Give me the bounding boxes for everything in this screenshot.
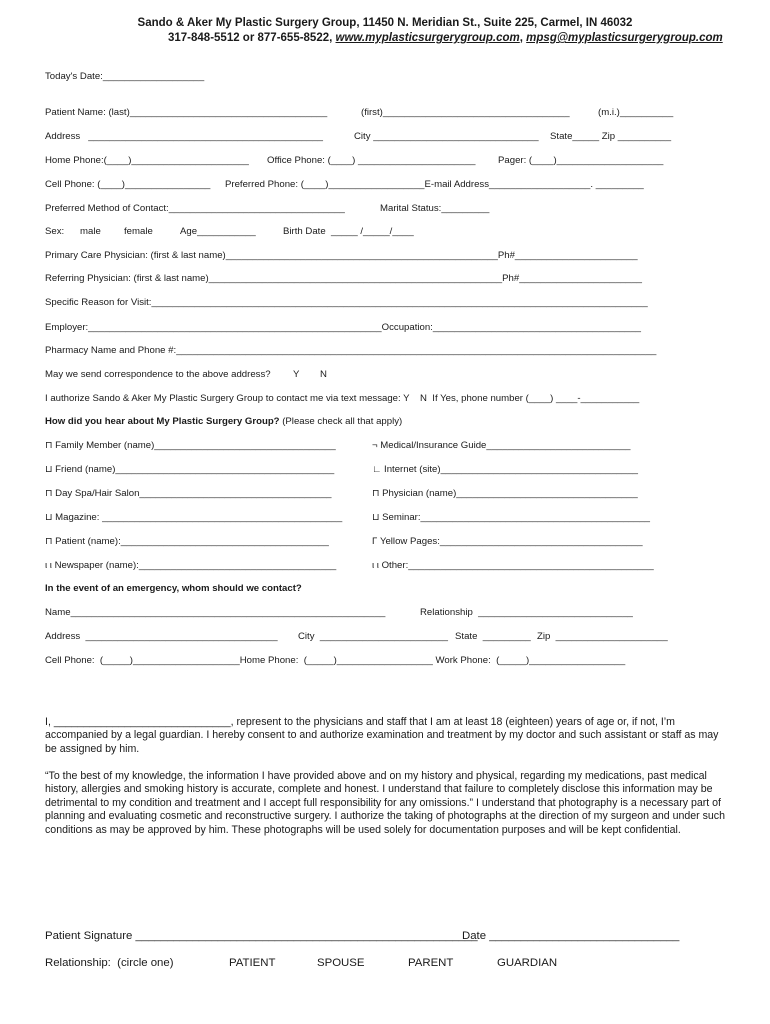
referral-seminar[interactable]: ⊔ Seminar:___________________________________________ <box>372 512 650 523</box>
marital-status-field[interactable]: Marital Status:_________ <box>380 203 490 214</box>
sex-label: Sex: <box>45 226 65 237</box>
referral-other[interactable]: ι ι Other:______________________________________________ <box>372 560 654 571</box>
relationship-option-parent[interactable]: PARENT <box>408 957 454 969</box>
referral-source-title: How did you hear about My Plastic Surgery Group? <box>45 416 280 427</box>
referring-physician-field[interactable]: Referring Physician: (first & last name)_______________________________________________________Ph#_______________________ <box>45 273 642 284</box>
patient-last-name-field[interactable]: Patient Name: (last)_____________________________________ <box>45 107 328 118</box>
emergency-city-field[interactable]: City ________________________ <box>298 631 448 642</box>
emergency-phones-field[interactable]: Cell Phone: (_____)____________________Home Phone: (_____)__________________ Work Phone: (_____)__________________ <box>45 655 626 666</box>
correspondence-no[interactable]: N <box>320 369 327 380</box>
patient-signature-field[interactable]: Patient Signature ______________________________________________________ <box>45 930 478 942</box>
signature-date-field[interactable]: Date ______________________________ <box>462 930 680 942</box>
relationship-option-patient[interactable]: PATIENT <box>229 957 276 969</box>
primary-care-physician-field[interactable]: Primary Care Physician: (first & last name)___________________________________________________Ph#_______________________ <box>45 250 638 261</box>
emergency-relationship-field[interactable]: Relationship _____________________________ <box>420 607 633 618</box>
referral-friend[interactable]: ⊔ Friend (name)_________________________________________ <box>45 464 335 475</box>
home-phone-field[interactable]: Home Phone:(____)______________________ <box>45 155 249 166</box>
emergency-name-field[interactable]: Name___________________________________________________________ <box>45 607 386 618</box>
relationship-option-guardian[interactable]: GUARDIAN <box>497 957 558 969</box>
office-phone-field[interactable]: Office Phone: (____) ______________________ <box>267 155 476 166</box>
emergency-zip-field[interactable]: Zip _____________________ <box>537 631 668 642</box>
text-authorization-field[interactable]: I authorize Sando & Aker My Plastic Surgery Group to contact me via text message: Y N If Yes, phone number (____) ____-___________ <box>45 393 640 404</box>
referral-family-member[interactable]: ⊓ Family Member (name)__________________________________ <box>45 440 336 451</box>
correspondence-question: May we send correspondence to the above address? <box>45 369 271 380</box>
referral-physician[interactable]: ⊓ Physician (name)__________________________________ <box>372 488 638 499</box>
referral-medical-guide[interactable]: ¬ Medical/Insurance Guide___________________________ <box>372 440 631 451</box>
emergency-state-field[interactable]: State _________ <box>455 631 531 642</box>
practice-address: Sando & Aker My Plastic Surgery Group, 11450 N. Meridian St., Suite 225, Carmel, IN 46032 <box>137 17 633 29</box>
contact-separator: , <box>519 32 527 44</box>
relationship-label: Relationship: (circle one) <box>45 957 174 969</box>
preferred-contact-field[interactable]: Preferred Method of Contact:_________________________________ <box>45 203 345 214</box>
address-field[interactable]: Address ____________________________________________ <box>45 131 323 142</box>
employer-occupation-field[interactable]: Employer:_______________________________________________________Occupation:_______________________________________ <box>45 322 641 333</box>
referral-newspaper[interactable]: ι ι Newspaper (name):_____________________________________ <box>45 560 337 571</box>
referral-internet[interactable]: ∟ Internet (site)_____________________________________ <box>372 464 638 475</box>
birth-date-field[interactable]: Birth Date _____ /_____/____ <box>283 226 414 237</box>
todays-date-field[interactable]: Today's Date:___________________ <box>45 71 205 82</box>
emergency-address-field[interactable]: Address ____________________________________ <box>45 631 278 642</box>
relationship-option-spouse[interactable]: SPOUSE <box>317 957 365 969</box>
referral-yellow-pages[interactable]: Γ Yellow Pages:______________________________________ <box>372 536 643 547</box>
emergency-contact-heading: In the event of an emergency, whom should we contact? <box>45 583 302 594</box>
patient-first-name-field[interactable]: (first)___________________________________ <box>361 107 570 118</box>
referral-source-note: (Please check all that apply) <box>279 416 403 427</box>
reason-for-visit-field[interactable]: Specific Reason for Visit:_____________________________________________________________________________________________ <box>45 297 648 308</box>
consent-paragraph: I, ______________________________, represent to the physicians and staff that I am at least 18 (eighteen) years of age or, if not, I’m accompanied by a legal guardian. I hereby consent to and authorize examination and treatment by my doctor and such assistant or staff as may be assigned by him. <box>45 716 719 755</box>
preferred-phone-email-field[interactable]: Preferred Phone: (____)__________________E-mail Address___________________. _________ <box>225 179 644 190</box>
age-field[interactable]: Age___________ <box>180 226 256 237</box>
cell-phone-field[interactable]: Cell Phone: (____)________________ <box>45 179 211 190</box>
patient-mi-field[interactable]: (m.i.)__________ <box>598 107 674 118</box>
sex-option-female[interactable]: female <box>124 226 153 237</box>
city-field[interactable]: City _______________________________ <box>354 131 539 142</box>
email-link[interactable]: mpsg@myplasticsurgerygroup.com <box>526 32 723 44</box>
correspondence-yes[interactable]: Y <box>293 369 300 380</box>
referral-source-heading <box>45 416 402 427</box>
practice-contact <box>168 32 723 44</box>
state-zip-field[interactable]: State_____ Zip __________ <box>550 131 672 142</box>
practice-phones: 317-848-5512 or 877-655-8522, <box>168 32 336 44</box>
pharmacy-field[interactable]: Pharmacy Name and Phone #:__________________________________________________________________________________________ <box>45 345 657 356</box>
referral-patient[interactable]: ⊓ Patient (name):_______________________________________ <box>45 536 329 547</box>
sex-option-male[interactable]: male <box>80 226 101 237</box>
disclosure-paragraph: “To the best of my knowledge, the information I have provided above and on my history and physical, regarding my medications, past medical history, allergies and smoking history is accurate, complete and honest. I understand that failure to completely disclose this information may be detrimental to my condition and treatment and I accept full responsibility for any omissions.” I understand that photography is a necessary part of planning and evaluating cosmetic and reconstructive surgery. I authorize the taking of photographs at the direction of my surgeon and under such conditions as may be approved by him. These photographs will be used solely for documentation purposes and will be kept confidential. <box>45 770 725 836</box>
referral-magazine[interactable]: ⊔ Magazine: _____________________________________________ <box>45 512 343 523</box>
pager-field[interactable]: Pager: (____)____________________ <box>498 155 664 166</box>
referral-day-spa[interactable]: ⊓ Day Spa/Hair Salon____________________________________ <box>45 488 332 499</box>
website-link[interactable]: www.myplasticsurgerygroup.com <box>335 32 520 44</box>
